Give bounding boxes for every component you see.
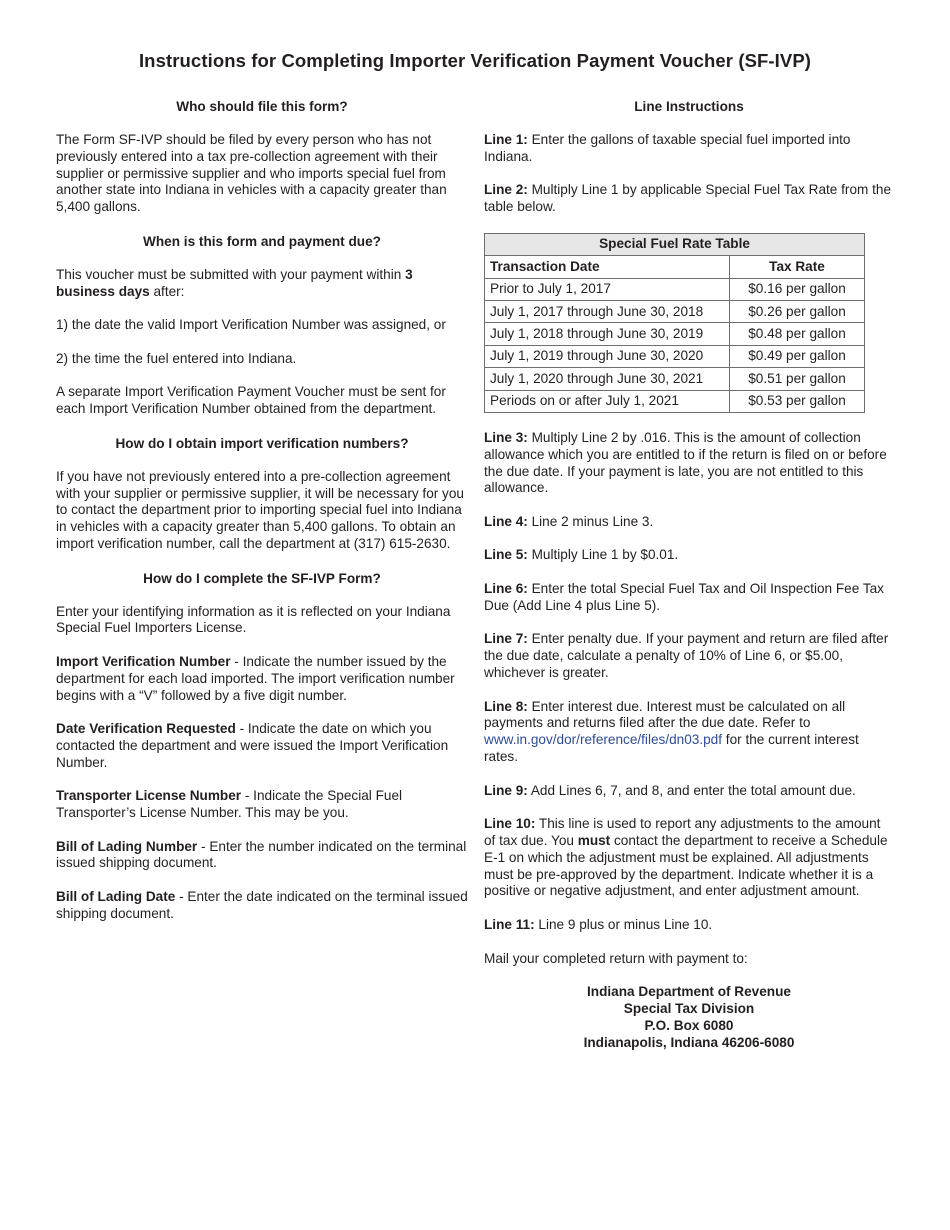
address-line: P.O. Box 6080	[644, 1017, 734, 1033]
line-4: Line 4: Line 2 minus Line 3.	[484, 513, 654, 529]
who-heading: Who should file this form?	[176, 99, 348, 114]
field-transporter-license-number: Transporter License Number - Indicate the Special Fuel Transporter’s License Number. This may be you.	[56, 788, 403, 821]
line-1: Line 1: Enter the gallons of taxable special fuel imported into Indiana.	[484, 132, 851, 164]
table-row: July 1, 2020 through June 30, 2021 $0.51 per gallon	[485, 368, 865, 390]
line-10: Line 10: This line is used to report any adjustments to the amount of tax due. You must contact the department to receive a Schedule E-1 on which the adjustment must be explained. All adjustments must be pre-approved by the department. Indicate whether it is a positive or negative adjustment, and enter adjustment amount.	[484, 816, 888, 899]
line-8: Line 8: Enter interest due. Interest must be calculated on all payments and returns filed after the due date. Refer to www.in.gov/dor/reference/files/dn03.pdf for the current interest rates.	[484, 698, 859, 765]
line-instructions-heading: Line Instructions	[634, 99, 744, 114]
rate-table-col-date: Transaction Date	[485, 256, 730, 278]
when-item-1: 1) the date the valid Import Verification Number was assigned, or	[56, 317, 446, 333]
when-heading: When is this form and payment due?	[143, 233, 381, 249]
address-line: Indianapolis, Indiana 46206-6080	[583, 1034, 795, 1050]
obtain-heading: How do I obtain import verification numbers?	[115, 435, 409, 451]
line-2: Line 2: Multiply Line 1 by applicable Special Fuel Tax Rate from the table below.	[484, 182, 892, 215]
field-bill-of-lading-number: Bill of Lading Number - Enter the number indicated on the terminal issued shipping document.	[56, 838, 467, 871]
complete-heading: How do I complete the SF-IVP Form?	[143, 570, 381, 586]
table-row: July 1, 2018 through June 30, 2019 $0.48 per gallon	[485, 323, 865, 345]
left-column	[56, 98, 468, 939]
special-fuel-rate-table	[484, 233, 865, 413]
mail-instruction: Mail your completed return with payment to:	[484, 950, 748, 966]
page-title: Instructions for Completing Importer Verification Payment Voucher (SF-IVP)	[138, 50, 812, 71]
complete-text: Enter your identifying information as it is reflected on your Indiana Special Fuel Importers License.	[56, 603, 451, 636]
right-column	[484, 98, 894, 1051]
line-5: Line 5: Multiply Line 1 by $0.01.	[484, 547, 679, 563]
table-row: Prior to July 1, 2017 $0.16 per gallon	[485, 278, 865, 300]
mailing-address	[484, 984, 894, 1051]
line-9: Line 9: Add Lines 6, 7, and 8, and enter the total amount due.	[484, 782, 856, 798]
line-6: Line 6: Enter the total Special Fuel Tax and Oil Inspection Fee Tax Due (Add Line 4 plus Line 5).	[484, 581, 884, 613]
when-item-2: 2) the time the fuel entered into Indiana.	[56, 350, 297, 366]
table-row: July 1, 2019 through June 30, 2020 $0.49 per gallon	[485, 345, 865, 367]
rate-table-col-rate: Tax Rate	[730, 256, 865, 278]
when-text: This voucher must be submitted with your payment within 3 business days after:	[56, 266, 413, 299]
line-3: Line 3: Multiply Line 2 by .016. This is the amount of collection allowance which you are entitled to if the return is filed on or before the due date. If your payment is late, you are not entitled to this allowance.	[484, 429, 887, 496]
table-row: Periods on or after July 1, 2021 $0.53 per gallon	[485, 390, 865, 412]
field-date-verification-requested: Date Verification Requested - Indicate the date on which you contacted the department and were issued the Import Verification Number.	[56, 721, 449, 770]
when-separate: A separate Import Verification Payment Voucher must be sent for each Import Verification Number obtained from the department.	[56, 384, 446, 417]
field-bill-of-lading-date: Bill of Lading Date - Enter the date indicated on the terminal issued shipping document.	[56, 889, 468, 921]
rate-table-caption: Special Fuel Rate Table	[485, 233, 865, 255]
address-line: Special Tax Division	[623, 1001, 755, 1016]
who-text: The Form SF-IVP should be filed by every person who has not previously entered into a tax pre-collection agreement with their supplier or permissive supplier and who imports special fuel from another state into Indiana in vehicles with a capacity greater than 5,400 gallons.	[56, 132, 447, 215]
line-7: Line 7: Enter penalty due. If your payment and return are filed after the due date, calculate a penalty of 10% of Line 6, or $5.00, whichever is greater.	[484, 631, 889, 681]
line-11: Line 11: Line 9 plus or minus Line 10.	[484, 917, 713, 933]
obtain-text: If you have not previously entered into a pre-collection agreement with your supplier or permissive supplier, it will be necessary for you to contact the department prior to importing special fuel into Indiana in vehicles with a capacity greater than 5,400 gallons. To obtain an import verification number, call the department at (317) 615-2630.	[56, 468, 464, 551]
field-import-verification-number: Import Verification Number - Indicate the number issued by the department for each load imported. The import verification number begins with a “V” followed by a five digit number.	[56, 653, 455, 703]
table-row: July 1, 2017 through June 30, 2018 $0.26 per gallon	[485, 300, 865, 322]
address-line: Indiana Department of Revenue	[587, 984, 791, 1000]
interest-rates-link[interactable]: www.in.gov/dor/reference/files/dn03.pdf	[484, 732, 723, 748]
